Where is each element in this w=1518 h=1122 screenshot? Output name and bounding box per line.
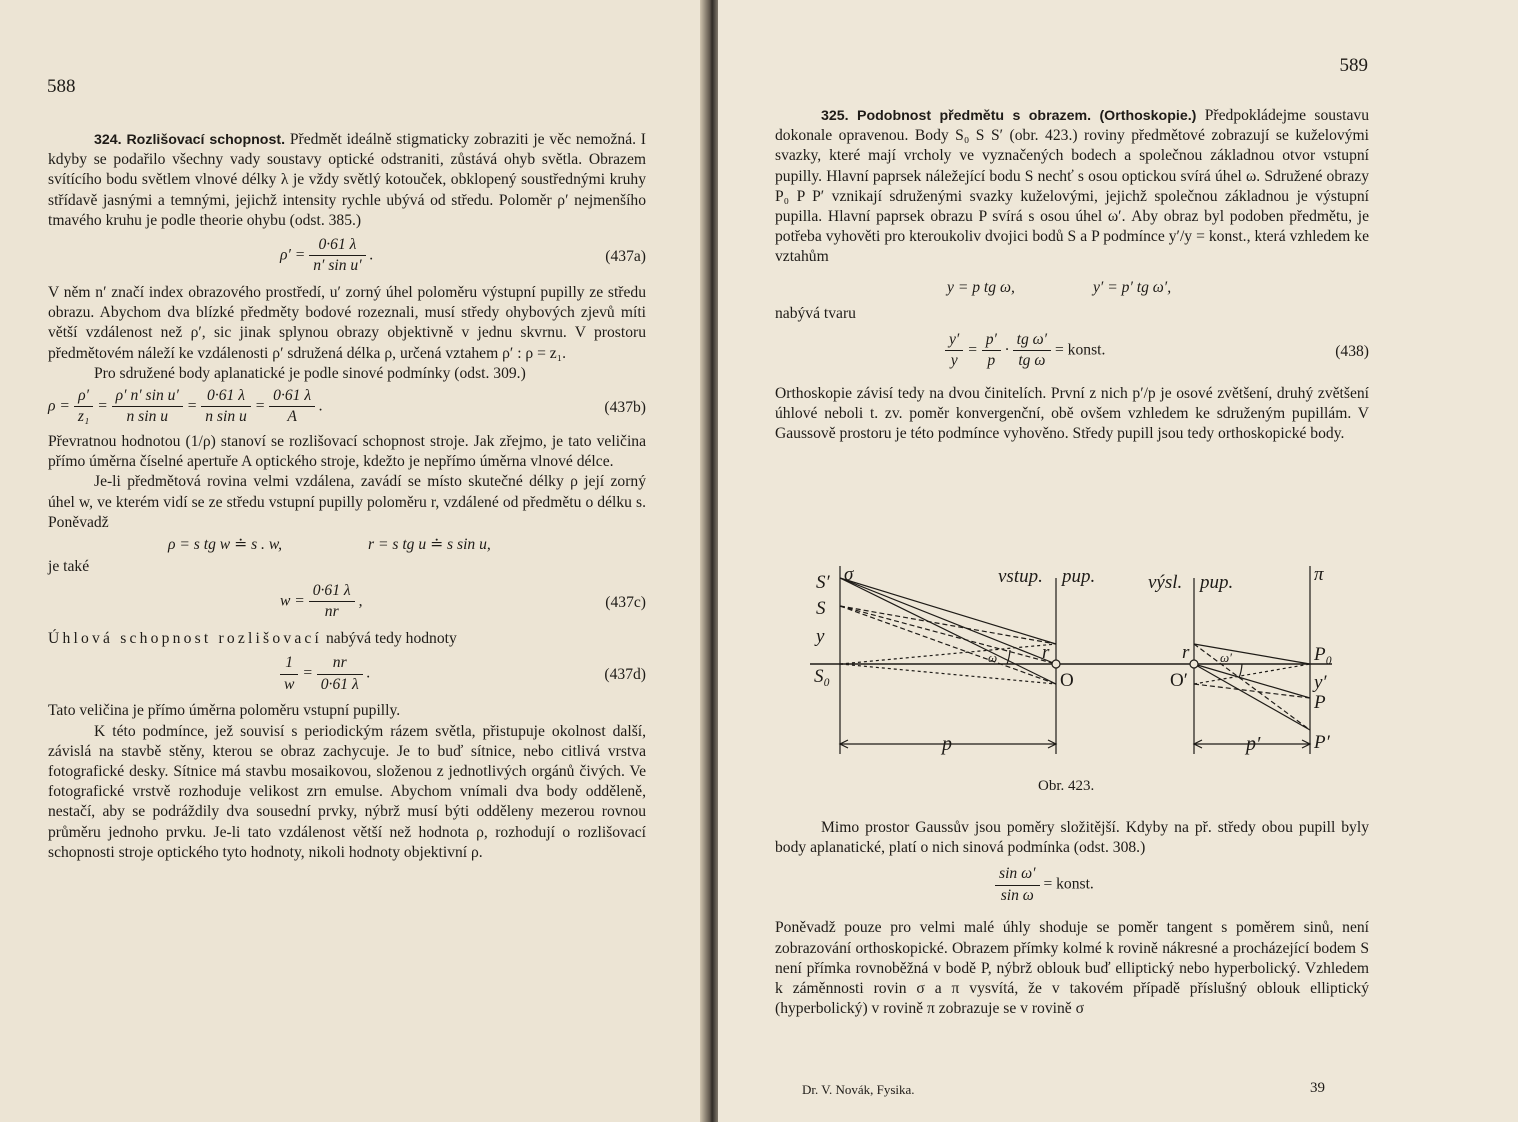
fraction [317,653,363,694]
ray [840,606,1056,644]
label-O: O [1060,670,1074,691]
equation-label: (437d) [604,666,646,684]
numerator: 0·61 λ [201,386,251,407]
equation-label: (437b) [604,399,646,417]
label-vstup: vstup. [998,566,1043,587]
numerator: tg ω′ [1013,330,1051,351]
section-title: Podobnost předmětu s obrazem. (Orthoskopie.) [856,108,1197,124]
equation-438 [775,330,1369,374]
equation-437a [48,235,646,279]
eq-part: ρ = s tg w ≐ s . w, [168,536,282,554]
angle-arc-omega [1007,650,1010,664]
point-O [1052,660,1060,668]
paragraph [48,629,646,649]
eq-part: y′ = p′ tg ω′, [1093,278,1172,296]
numerator: 0·61 λ [269,386,315,407]
paragraph [775,106,1369,268]
section-title: Rozlišovací schopnost. [126,132,286,148]
eq-rhs: = konst. [1043,875,1094,893]
eq-sign: = [97,397,108,415]
eq-rhs: = konst. [1054,341,1106,359]
denominator: z₁ [77,408,90,426]
denominator: n sin u [126,408,169,426]
section-number: 324. [94,132,122,148]
equation-437d [48,653,646,697]
eq-lhs: w = [280,592,305,610]
numerator: 0·61 λ [309,581,355,602]
denominator: nr [324,603,339,621]
figure-caption: Obr. 423. [1038,778,1095,794]
ray [840,578,1056,664]
fraction [201,386,251,427]
point-O-prime [1190,660,1198,668]
equation-tangent-relations [775,274,1369,304]
eq-lhs: ρ′ = [280,246,306,264]
label-S-prime: S′ [816,572,830,593]
fraction [1013,330,1051,371]
label-pi: π [1314,564,1324,585]
eq-lhs: ρ = [48,397,70,415]
ray [1194,664,1310,730]
fraction [280,653,298,694]
fraction [74,386,94,427]
ray [840,606,1056,684]
numerator: sin ω′ [995,864,1040,885]
numerator: nr [317,653,363,674]
label-y: y [816,626,825,647]
ray [840,606,1056,664]
page-number-right: 589 [1339,55,1368,76]
label-O-prime: O′ [1170,670,1188,691]
ray [840,578,1056,644]
denominator: 0·61 λ [320,675,359,693]
eq-sign: = [254,397,266,415]
ray [1194,664,1310,698]
ray [840,578,1056,684]
eq-sign: = [967,341,978,359]
fraction [982,330,1001,371]
eq-tail: . [319,397,323,415]
fraction [269,386,315,427]
paragraph-text: nabývá tedy hodnoty [322,630,457,648]
numerator: ρ′ n′ sin u′ [112,386,183,407]
optics-diagram-423 [802,558,1382,776]
fraction [309,235,365,276]
paragraph: Orthoskopie závisí tedy na dvou činitelích. První z nich p′/p je osové zvětšení, druhý zvětšení úhlové neboli t. zv. poměr konvergenční, obě ovšem vzhledem ke sdruženým pupillám. V Gaussově prostoru je této podmínce vyhověno. Středy pupill jsou tedy orthoskopické body. [775,384,1369,443]
footer-author: Dr. V. Novák, Fysika. [802,1082,915,1097]
fraction [995,864,1040,905]
page-number-left: 588 [47,76,76,97]
right-page [718,0,1518,1122]
label-S: S [816,598,826,619]
paragraph-text: Předmět ideálně stigmaticky zobraziti je věc nemožná. I kdyby se podařilo všechny vady soustavy optické odstraniti, zůstává ohyb světla. Obrazem svítícího bodu světlem vlnové délky λ je vždy světlý kotouček, obklopený soustřednými kruhy střídavě jasnými a temnými, jejichž intensity rychle ubývá od středu. Poloměr ρ′ nejmenšího tmavého kruhu je podle theorie ohybu (odst. 385.) [48,131,647,229]
paragraph: Mimo prostor Gaussův jsou poměry složitější. Kdyby na př. středy obou pupill byly body aplanatické, platí o nich sinová podmínka (odst. 308.) [775,819,1369,857]
numerator: 0·61 λ [309,235,365,256]
section-number: 325. [821,108,849,124]
paragraph: Převratnou hodnotou (1/ρ) stanoví se rozlišovací schopnost stroje. Jak zřejmo, je tato veličina přímo úměrna číselné apertuře A optického stroje, kdežto je nepřímo úměrna vlnové délce. [48,433,646,471]
denominator: A [287,408,297,426]
ray [840,644,1056,664]
label-S0: S₀ [814,666,831,687]
eq-part: r = s tg u ≐ s sin u, [368,536,491,554]
eq-tail: , [358,592,363,610]
label-y-prime: y′ [1314,672,1327,693]
paragraph: Pro sdružené body aplanatické je podle sinové podmínky (odst. 309.) [94,364,526,382]
equation-label: (438) [1335,342,1369,360]
ray [1194,644,1310,664]
numerator: 1 [280,653,298,674]
equation-437c [48,581,646,625]
numerator: y′ [945,330,963,351]
eq-tail: . [369,246,374,264]
paragraph: Poněvadž pouze pro velmi malé úhly shoduje se poměr tangent s poměrem sinů, není zobrazování orthoskopické. Obrazem přímky kolmé k rovině nákresné a procházející bodem S není přímka rovnoběžná v bodě P, nýbrž oblouk buď elliptický nebo hyperbolický. Vzhledem k záměnnosti rovin σ a π vysvítá, že v takovém případě příslušný oblouk elliptický (hyperbolický) v rovině π zobrazuje se v rovině σ [775,919,1369,1018]
left-page-text [48,130,646,863]
spaced-text: Úhlová schopnost rozlišovací [48,630,323,648]
denominator: n′ sin u′ [313,257,362,275]
fraction [112,386,183,427]
paragraph: V něm n′ značí index obrazového prostředí, u′ zorný úhel poloměru výstupní pupilly ze středu obrazu. Abychom dva blízké předměty bodové rozeznali, musí středy ohybových zjevů míti větší vzdálenost než ρ′, sic jinak splynou obrazy objektivně v jednu skvrnu. V prostoru předmětovém náleží ke vzdálenosti ρ′ sdružená délka ρ, určená vztahem ρ′ : ρ = z₁. [48,284,646,362]
footer-sheet-number: 39 [1310,1080,1325,1096]
eq-part: y = p tg ω, [947,278,1015,296]
label-sigma: σ [844,564,854,585]
label-r-right: r [1182,642,1190,663]
eq-sign: = [186,397,198,415]
denominator: y [950,352,958,370]
label-P0: P₀ [1314,644,1333,665]
right-page-text-top [775,106,1369,444]
equation-sine-condition [775,864,1369,908]
ray [840,664,1056,684]
nabyva-tvaru: nabývá tvaru [775,304,856,322]
label-omega: ω [988,650,998,665]
label-p-prime: p′ [1246,733,1261,755]
numerator: ρ′ [74,386,94,407]
denominator: w [284,675,295,693]
label-P-prime: P′ [1314,732,1330,753]
eq-sign: = [302,664,313,682]
label-pup-2: pup. [1200,572,1234,593]
equation-approx [48,535,646,557]
denominator: tg ω [1018,352,1046,370]
label-vysl: výsl. [1148,572,1183,593]
eq-tail: . [366,664,371,682]
paragraph: Tato veličina je přímo úměrna poloměru vstupní pupilly. [48,702,401,720]
equation-label: (437c) [605,594,646,612]
paragraph: Je-li předmětová rovina velmi vzdálena, zavádí se místo skutečné délky ρ její zorný úhel w, ve kterém vidí se ze středu vstupní pupilly poloměru r, vzdálené od předmětu o délku s. Poněvadž [48,473,646,531]
denominator: n sin u [205,408,247,426]
label-omega-prime: ω′ [1220,650,1233,665]
paragraph [48,130,646,231]
label-r-left: r [1042,642,1050,663]
label-p: p [942,733,952,755]
left-page [0,0,706,1122]
label-pup-1: pup. [1062,566,1096,587]
ray [1194,684,1310,698]
label-P: P [1314,692,1326,713]
equation-label: (437a) [605,248,646,266]
right-page-text-bottom [775,818,1369,1019]
ray [1194,644,1310,730]
fraction [309,581,355,622]
paragraph: K této podmínce, jež souvisí s periodickým rázem světla, přistupuje okolnost další, závislá na stavbě stěny, kterou se obraz zachycuje. Je to buď sítnice, nebo citlivá vrstva fotografické desky. Sítnice má stavbu mosaikovou, složenou z jednotlivých orgánů čivých. Ve fotografické vrstvě rozhoduje velikost zrn emulse. Abychom vnímali dva body odděleně, nestačí, aby se podráždily dva sousední prvky, nýbrž musí býti odděleny mezerou rovnou průměru jednoho prvku. Je-li tato vzdálenost větší než hodnota ρ, rozhodují o rozlišovací schopnosti stroje optického tyto hodnoty, nikoli hodnoty objektivní ρ. [48,722,646,861]
paragraph-text: Předpokládejme soustavu dokonale opravenou. Body S₀ S S′ (obr. 423.) roviny předmětové zobrazují se kuželovými svazky, které mají vrcholy ve vyznačených bodech a společnou základnou otvor vstupní pupilly. Hlavní paprsek náležející bodu S nechť s osou optickou svírá úhel ω. Sdružené obrazy P₀ P P′ vznikají sdruženými svazky kuželovými, jejichž společnou základnou je výstupní pupilla. Hlavní paprsek obrazu P svírá s osou úhel ω′. Aby obraz byl podoben předmětu, je potřeba vyhověti pro kteroukoliv dvojici bodů S a P podmínce y′/y = konst., která vzhledem ke vztahům [775,107,1370,266]
equation-437b [48,386,646,430]
denominator: p [987,352,996,370]
numerator: p′ [982,330,1001,351]
eq-dot: · [1004,341,1009,359]
fraction [945,330,963,371]
je-take: je také [48,558,90,576]
denominator: sin ω [1000,886,1034,904]
